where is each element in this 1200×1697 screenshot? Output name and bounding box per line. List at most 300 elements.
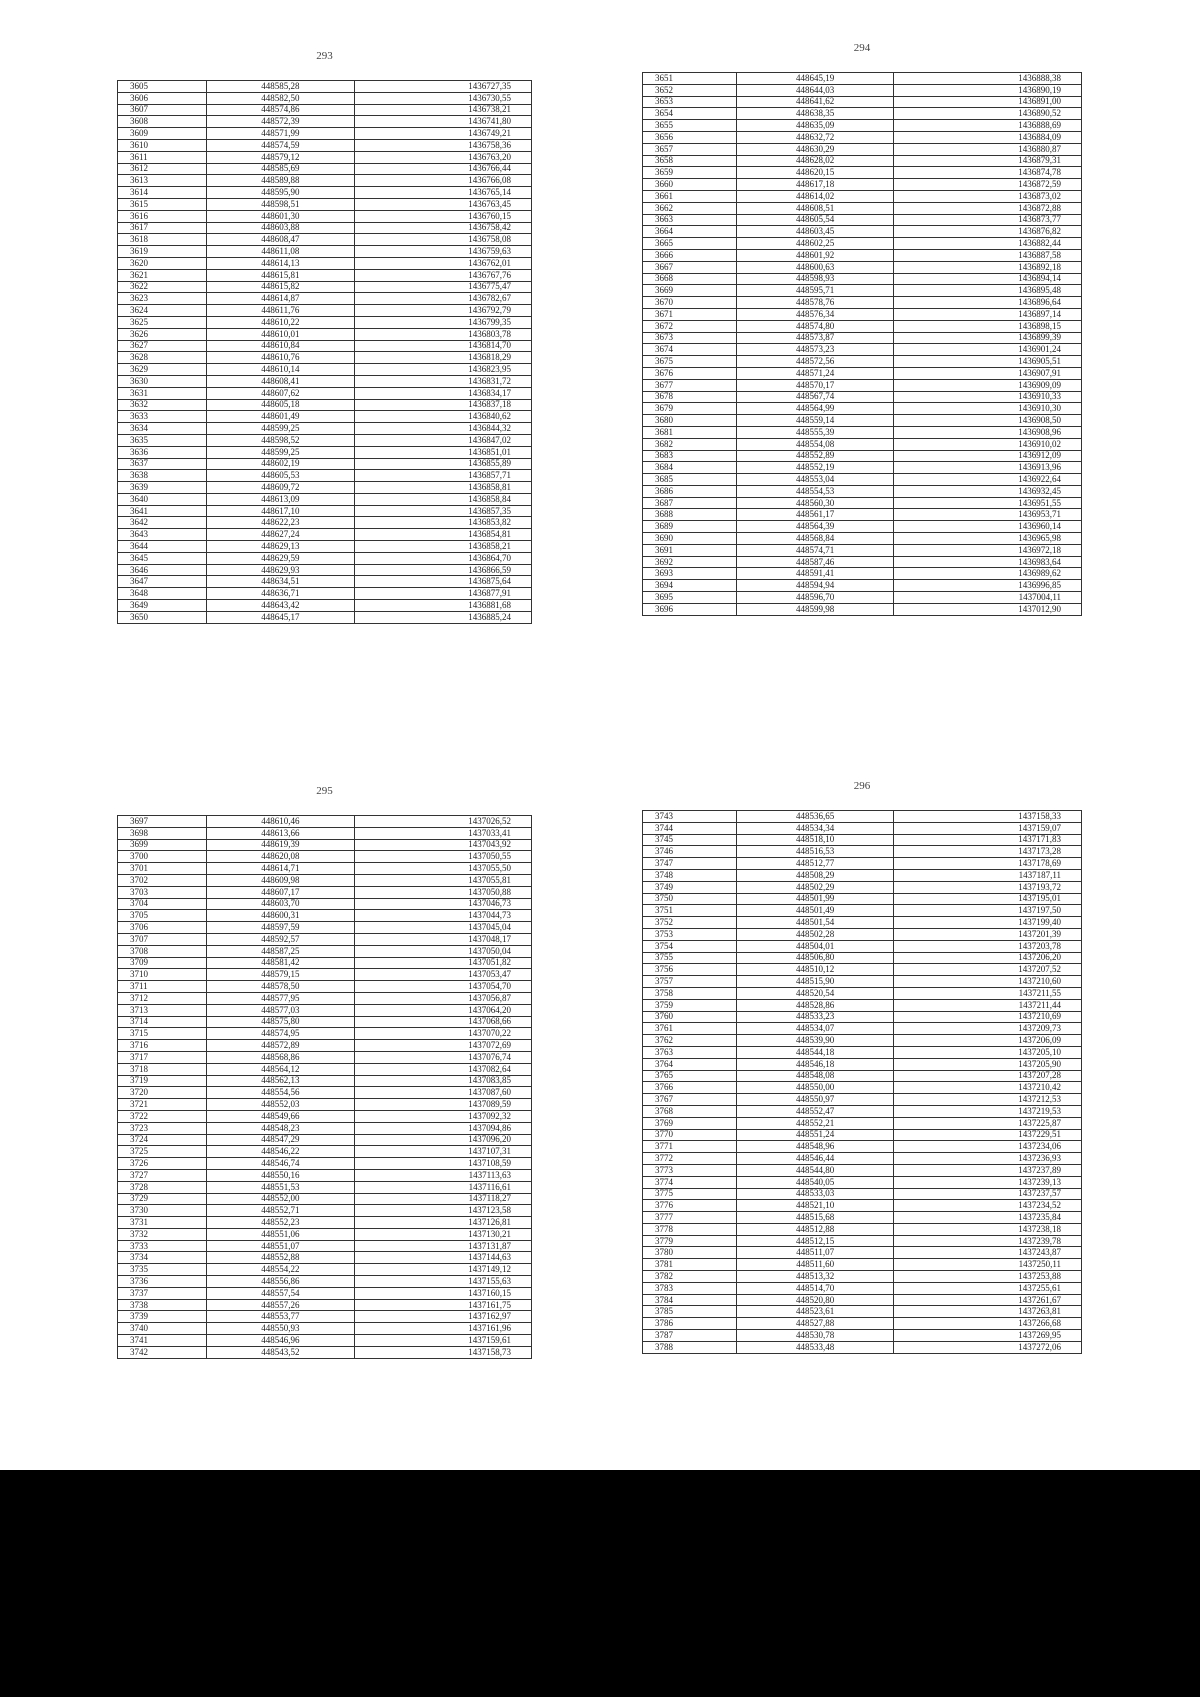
y-coordinate: 1436983,64: [894, 556, 1082, 568]
table-row: [643, 834, 1082, 846]
y-coordinate: 1436844,32: [354, 423, 531, 435]
point-number: 3725: [118, 1146, 207, 1158]
x-coordinate: 448599,98: [736, 603, 894, 615]
y-coordinate: 1437219,53: [894, 1105, 1082, 1117]
y-coordinate: 1437210,60: [894, 976, 1082, 988]
x-coordinate: 448533,23: [736, 1011, 894, 1023]
point-number: 3678: [643, 391, 737, 403]
x-coordinate: 448627,24: [206, 529, 354, 541]
table-row: [643, 1341, 1082, 1353]
y-coordinate: 1436763,20: [354, 151, 531, 163]
table-row: [643, 964, 1082, 976]
point-number: 3671: [643, 308, 737, 320]
point-number: 3773: [643, 1164, 737, 1176]
x-coordinate: 448553,04: [736, 474, 894, 486]
x-coordinate: 448550,16: [206, 1169, 354, 1181]
table-row: [118, 1134, 532, 1146]
point-number: 3651: [643, 73, 737, 85]
point-number: 3620: [118, 257, 207, 269]
y-coordinate: 1436888,69: [894, 120, 1082, 132]
x-coordinate: 448587,46: [736, 556, 894, 568]
point-number: 3686: [643, 485, 737, 497]
table-row: [118, 434, 532, 446]
x-coordinate: 448552,71: [206, 1205, 354, 1217]
table-row: [643, 285, 1082, 297]
coordinates-table: [642, 72, 1082, 616]
point-number: 3693: [643, 568, 737, 580]
point-number: 3779: [643, 1235, 737, 1247]
point-number: 3754: [643, 940, 737, 952]
point-number: 3731: [118, 1217, 207, 1229]
x-coordinate: 448547,29: [206, 1134, 354, 1146]
y-coordinate: 1437234,06: [894, 1141, 1082, 1153]
x-coordinate: 448502,28: [736, 928, 894, 940]
y-coordinate: 1437092,32: [354, 1110, 531, 1122]
table-row: [643, 881, 1082, 893]
table-row: [643, 1294, 1082, 1306]
x-coordinate: 448634,51: [206, 576, 354, 588]
point-number: 3683: [643, 450, 737, 462]
x-coordinate: 448536,65: [736, 811, 894, 823]
point-number: 3669: [643, 285, 737, 297]
table-row: [118, 387, 532, 399]
table-row: [118, 505, 532, 517]
point-number: 3770: [643, 1129, 737, 1141]
point-number: 3701: [118, 863, 207, 875]
point-number: 3729: [118, 1193, 207, 1205]
point-number: 3632: [118, 399, 207, 411]
y-coordinate: 1436857,35: [354, 505, 531, 517]
table-row: [643, 450, 1082, 462]
point-number: 3655: [643, 120, 737, 132]
y-coordinate: 1437076,74: [354, 1051, 531, 1063]
y-coordinate: 1436910,02: [894, 438, 1082, 450]
y-coordinate: 1437123,58: [354, 1205, 531, 1217]
table-row: [643, 917, 1082, 929]
x-coordinate: 448579,15: [206, 969, 354, 981]
point-number: 3700: [118, 851, 207, 863]
point-number: 3749: [643, 881, 737, 893]
table-row: [118, 104, 532, 116]
x-coordinate: 448630,29: [736, 143, 894, 155]
table-row: [643, 1188, 1082, 1200]
table-row: [118, 1158, 532, 1170]
table-row: [643, 261, 1082, 273]
table-row: [643, 308, 1082, 320]
table-row: [118, 175, 532, 187]
y-coordinate: 1437253,88: [894, 1271, 1082, 1283]
y-coordinate: 1436875,64: [354, 576, 531, 588]
x-coordinate: 448556,86: [206, 1276, 354, 1288]
y-coordinate: 1436837,18: [354, 399, 531, 411]
x-coordinate: 448555,39: [736, 426, 894, 438]
y-coordinate: 1437207,28: [894, 1070, 1082, 1082]
point-number: 3722: [118, 1110, 207, 1122]
y-coordinate: 1436855,89: [354, 458, 531, 470]
point-number: 3613: [118, 175, 207, 187]
x-coordinate: 448568,86: [206, 1051, 354, 1063]
y-coordinate: 1437205,90: [894, 1058, 1082, 1070]
table-row: [118, 1346, 532, 1358]
table-row: [118, 116, 532, 128]
table-row: [118, 541, 532, 553]
y-coordinate: 1437053,47: [354, 969, 531, 981]
point-number: 3711: [118, 981, 207, 993]
table-row: [643, 1082, 1082, 1094]
point-number: 3714: [118, 1016, 207, 1028]
x-coordinate: 448622,23: [206, 517, 354, 529]
x-coordinate: 448534,34: [736, 822, 894, 834]
table-row: [118, 588, 532, 600]
table-row: [643, 940, 1082, 952]
table-row: [118, 839, 532, 851]
y-coordinate: 1437004,11: [894, 592, 1082, 604]
x-coordinate: 448552,19: [736, 462, 894, 474]
table-row: [118, 933, 532, 945]
table-row: [118, 1075, 532, 1087]
table-row: [643, 202, 1082, 214]
y-coordinate: 1436989,62: [894, 568, 1082, 580]
point-number: 3608: [118, 116, 207, 128]
x-coordinate: 448610,22: [206, 316, 354, 328]
y-coordinate: 1436882,44: [894, 238, 1082, 250]
y-coordinate: 1436758,08: [354, 234, 531, 246]
y-coordinate: 1436874,78: [894, 167, 1082, 179]
table-row: [118, 945, 532, 957]
y-coordinate: 1436884,09: [894, 131, 1082, 143]
table-row: [643, 356, 1082, 368]
y-coordinate: 1436932,45: [894, 485, 1082, 497]
point-number: 3640: [118, 493, 207, 505]
y-coordinate: 1437206,20: [894, 952, 1082, 964]
x-coordinate: 448614,02: [736, 190, 894, 202]
point-number: 3721: [118, 1099, 207, 1111]
x-coordinate: 448578,76: [736, 297, 894, 309]
point-number: 3684: [643, 462, 737, 474]
point-number: 3755: [643, 952, 737, 964]
point-number: 3691: [643, 544, 737, 556]
point-number: 3642: [118, 517, 207, 529]
y-coordinate: 1437178,69: [894, 858, 1082, 870]
x-coordinate: 448629,13: [206, 541, 354, 553]
table-row: [118, 1311, 532, 1323]
y-coordinate: 1437211,55: [894, 987, 1082, 999]
y-coordinate: 1436758,42: [354, 222, 531, 234]
point-number: 3666: [643, 249, 737, 261]
y-coordinate: 1436760,15: [354, 210, 531, 222]
y-coordinate: 1436857,71: [354, 470, 531, 482]
point-number: 3781: [643, 1259, 737, 1271]
table-row: [118, 1335, 532, 1347]
y-coordinate: 1437113,63: [354, 1169, 531, 1181]
x-coordinate: 448602,25: [736, 238, 894, 250]
point-number: 3650: [118, 611, 207, 623]
table-row: [118, 957, 532, 969]
table-row: [118, 1063, 532, 1075]
table-row: [643, 190, 1082, 202]
point-number: 3743: [643, 811, 737, 823]
y-coordinate: 1436858,81: [354, 482, 531, 494]
table-row: [643, 1247, 1082, 1259]
y-coordinate: 1436905,51: [894, 356, 1082, 368]
table-row: [118, 1193, 532, 1205]
x-coordinate: 448550,97: [736, 1094, 894, 1106]
point-number: 3760: [643, 1011, 737, 1023]
point-number: 3771: [643, 1141, 737, 1153]
table-row: [643, 332, 1082, 344]
point-number: 3741: [118, 1335, 207, 1347]
page-number: 296: [853, 780, 871, 792]
x-coordinate: 448546,74: [206, 1158, 354, 1170]
x-coordinate: 448548,96: [736, 1141, 894, 1153]
table-row: [643, 367, 1082, 379]
point-number: 3659: [643, 167, 737, 179]
x-coordinate: 448608,51: [736, 202, 894, 214]
point-number: 3698: [118, 827, 207, 839]
y-coordinate: 1436823,95: [354, 364, 531, 376]
y-coordinate: 1437209,73: [894, 1023, 1082, 1035]
y-coordinate: 1437197,50: [894, 905, 1082, 917]
x-coordinate: 448610,46: [206, 816, 354, 828]
table-row: [643, 1105, 1082, 1117]
x-coordinate: 448628,02: [736, 155, 894, 167]
y-coordinate: 1437238,18: [894, 1223, 1082, 1235]
point-number: 3626: [118, 328, 207, 340]
y-coordinate: 1437155,63: [354, 1276, 531, 1288]
x-coordinate: 448513,32: [736, 1271, 894, 1283]
point-number: 3782: [643, 1271, 737, 1283]
y-coordinate: 1437162,97: [354, 1311, 531, 1323]
x-coordinate: 448573,87: [736, 332, 894, 344]
table-row: [118, 210, 532, 222]
y-coordinate: 1437250,11: [894, 1259, 1082, 1271]
y-coordinate: 1437064,20: [354, 1004, 531, 1016]
table-row: [118, 222, 532, 234]
point-number: 3713: [118, 1004, 207, 1016]
y-coordinate: 1436913,96: [894, 462, 1082, 474]
x-coordinate: 448591,41: [736, 568, 894, 580]
point-number: 3764: [643, 1058, 737, 1070]
point-number: 3692: [643, 556, 737, 568]
x-coordinate: 448645,17: [206, 611, 354, 623]
table-row: [118, 1181, 532, 1193]
y-coordinate: 1437055,81: [354, 874, 531, 886]
table-row: [643, 120, 1082, 132]
point-number: 3667: [643, 261, 737, 273]
table-row: [118, 151, 532, 163]
point-number: 3676: [643, 367, 737, 379]
y-coordinate: 1436834,17: [354, 387, 531, 399]
point-number: 3652: [643, 84, 737, 96]
x-coordinate: 448603,45: [736, 226, 894, 238]
y-coordinate: 1437159,61: [354, 1335, 531, 1347]
point-number: 3634: [118, 423, 207, 435]
table-row: [118, 1051, 532, 1063]
point-number: 3726: [118, 1158, 207, 1170]
table-row: [118, 1099, 532, 1111]
x-coordinate: 448516,53: [736, 846, 894, 858]
y-coordinate: 1436888,38: [894, 73, 1082, 85]
x-coordinate: 448546,96: [206, 1335, 354, 1347]
y-coordinate: 1436799,35: [354, 316, 531, 328]
table-row: [118, 364, 532, 376]
y-coordinate: 1436876,82: [894, 226, 1082, 238]
y-coordinate: 1437050,88: [354, 886, 531, 898]
table-row: [118, 1217, 532, 1229]
coordinates-table: [117, 815, 532, 1359]
table-row: [118, 316, 532, 328]
point-number: 3618: [118, 234, 207, 246]
x-coordinate: 448557,54: [206, 1287, 354, 1299]
coordinates-table: [117, 80, 532, 624]
table-row: [118, 163, 532, 175]
y-coordinate: 1436792,79: [354, 305, 531, 317]
x-coordinate: 448571,24: [736, 367, 894, 379]
page-number: 295: [316, 785, 333, 797]
y-coordinate: 1436866,59: [354, 564, 531, 576]
table-row: [643, 811, 1082, 823]
x-coordinate: 448614,87: [206, 293, 354, 305]
point-number: 3639: [118, 482, 207, 494]
table-row: [118, 482, 532, 494]
table-row: [643, 556, 1082, 568]
y-coordinate: 1436851,01: [354, 446, 531, 458]
y-coordinate: 1437199,40: [894, 917, 1082, 929]
table-row: [643, 1035, 1082, 1047]
point-number: 3697: [118, 816, 207, 828]
x-coordinate: 448597,59: [206, 922, 354, 934]
point-number: 3647: [118, 576, 207, 588]
point-number: 3685: [643, 474, 737, 486]
y-coordinate: 1436727,35: [354, 81, 531, 93]
table-row: [118, 293, 532, 305]
table-row: [118, 1040, 532, 1052]
point-number: 3719: [118, 1075, 207, 1087]
x-coordinate: 448585,28: [206, 81, 354, 93]
x-coordinate: 448528,86: [736, 999, 894, 1011]
y-coordinate: 1436960,14: [894, 521, 1082, 533]
point-number: 3739: [118, 1311, 207, 1323]
table-row: [118, 564, 532, 576]
point-number: 3605: [118, 81, 207, 93]
x-coordinate: 448504,01: [736, 940, 894, 952]
point-number: 3696: [643, 603, 737, 615]
point-number: 3670: [643, 297, 737, 309]
x-coordinate: 448575,80: [206, 1016, 354, 1028]
table-row: [118, 257, 532, 269]
table-row: [118, 552, 532, 564]
y-coordinate: 1437261,67: [894, 1294, 1082, 1306]
table-row: [643, 893, 1082, 905]
x-coordinate: 448600,63: [736, 261, 894, 273]
y-coordinate: 1437116,61: [354, 1181, 531, 1193]
point-number: 3785: [643, 1306, 737, 1318]
y-coordinate: 1437055,50: [354, 863, 531, 875]
table-row: [118, 863, 532, 875]
table-row: [118, 81, 532, 93]
table-row: [118, 922, 532, 934]
point-number: 3758: [643, 987, 737, 999]
point-number: 3611: [118, 151, 207, 163]
table-row: [643, 84, 1082, 96]
point-number: 3716: [118, 1040, 207, 1052]
table-row: [643, 131, 1082, 143]
point-number: 3705: [118, 910, 207, 922]
point-number: 3615: [118, 198, 207, 210]
x-coordinate: 448577,03: [206, 1004, 354, 1016]
point-number: 3617: [118, 222, 207, 234]
table-row: [643, 1023, 1082, 1035]
x-coordinate: 448511,60: [736, 1259, 894, 1271]
x-coordinate: 448511,07: [736, 1247, 894, 1259]
point-number: 3660: [643, 179, 737, 191]
table-row: [643, 976, 1082, 988]
y-coordinate: 1436899,39: [894, 332, 1082, 344]
x-coordinate: 448574,71: [736, 544, 894, 556]
table-row: [118, 1028, 532, 1040]
point-number: 3631: [118, 387, 207, 399]
point-number: 3643: [118, 529, 207, 541]
point-number: 3732: [118, 1228, 207, 1240]
y-coordinate: 1437149,12: [354, 1264, 531, 1276]
point-number: 3653: [643, 96, 737, 108]
y-coordinate: 1437012,90: [894, 603, 1082, 615]
y-coordinate: 1437094,86: [354, 1122, 531, 1134]
x-coordinate: 448548,08: [736, 1070, 894, 1082]
x-coordinate: 448579,12: [206, 151, 354, 163]
x-coordinate: 448523,61: [736, 1306, 894, 1318]
point-number: 3614: [118, 187, 207, 199]
table-row: [643, 1129, 1082, 1141]
point-number: 3777: [643, 1212, 737, 1224]
x-coordinate: 448601,92: [736, 249, 894, 261]
table-row: [118, 1228, 532, 1240]
point-number: 3702: [118, 874, 207, 886]
table-row: [643, 1306, 1082, 1318]
table-row: [118, 1087, 532, 1099]
table-row: [643, 474, 1082, 486]
x-coordinate: 448527,88: [736, 1318, 894, 1330]
table-row: [118, 470, 532, 482]
table-row: [118, 851, 532, 863]
x-coordinate: 448561,17: [736, 509, 894, 521]
x-coordinate: 448577,95: [206, 992, 354, 1004]
point-number: 3720: [118, 1087, 207, 1099]
y-coordinate: 1437050,04: [354, 945, 531, 957]
y-coordinate: 1436749,21: [354, 128, 531, 140]
y-coordinate: 1436891,00: [894, 96, 1082, 108]
y-coordinate: 1436782,67: [354, 293, 531, 305]
x-coordinate: 448595,90: [206, 187, 354, 199]
point-number: 3706: [118, 922, 207, 934]
point-number: 3767: [643, 1094, 737, 1106]
table-row: [643, 297, 1082, 309]
x-coordinate: 448568,84: [736, 533, 894, 545]
y-coordinate: 1436881,68: [354, 600, 531, 612]
x-coordinate: 448546,22: [206, 1146, 354, 1158]
y-coordinate: 1437130,21: [354, 1228, 531, 1240]
table-row: [643, 167, 1082, 179]
x-coordinate: 448508,29: [736, 869, 894, 881]
y-coordinate: 1436898,15: [894, 320, 1082, 332]
point-number: 3673: [643, 332, 737, 344]
table-row: [643, 1282, 1082, 1294]
y-coordinate: 1437159,07: [894, 822, 1082, 834]
table-row: [643, 344, 1082, 356]
x-coordinate: 448610,84: [206, 340, 354, 352]
y-coordinate: 1437158,33: [894, 811, 1082, 823]
point-number: 3627: [118, 340, 207, 352]
